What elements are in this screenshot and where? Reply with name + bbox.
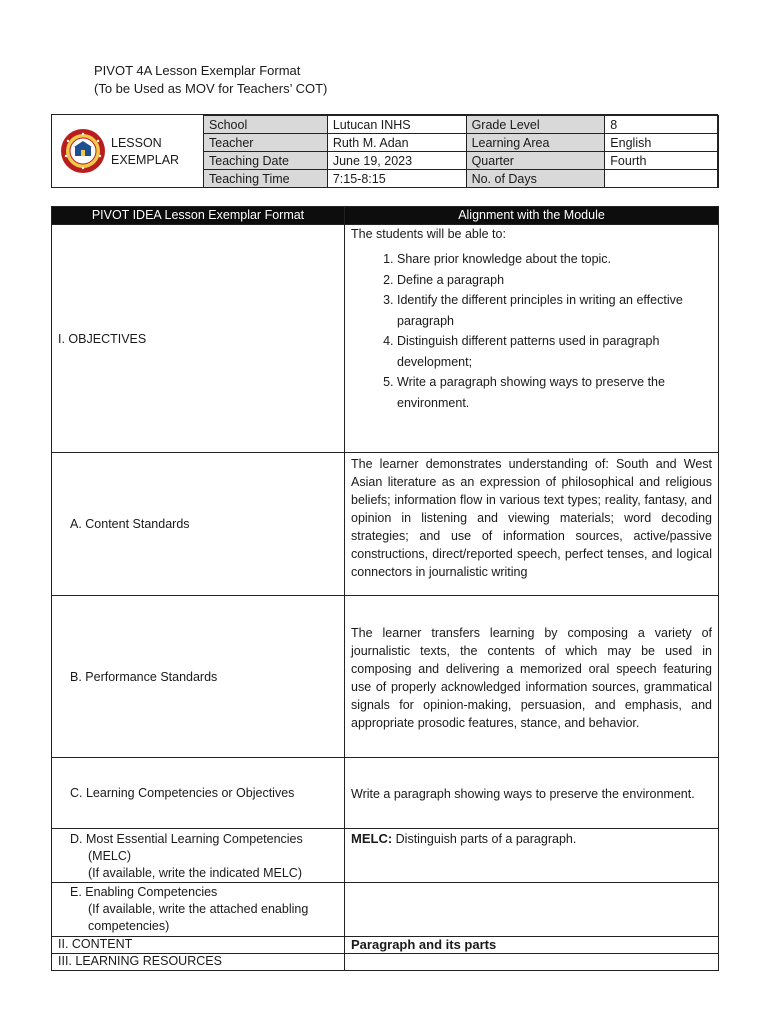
melc-content: [345, 829, 719, 883]
objectives-intro: The students will be able to:: [351, 227, 506, 241]
lesson-info-box: [51, 114, 718, 188]
info-label: Teaching Date: [204, 152, 328, 170]
melc-prefix: MELC:: [351, 831, 393, 846]
info-value-days: [605, 170, 719, 188]
info-label: Grade Level: [466, 116, 605, 134]
enabling-row: [52, 883, 719, 937]
performance-standards-label: B. Performance Standards: [52, 596, 345, 758]
list-item: 1. Share prior knowledge about the topic.: [397, 249, 712, 270]
table-header-row: [52, 207, 719, 225]
info-row-time: [204, 170, 719, 188]
list-item: 2. Define a paragraph: [397, 270, 712, 291]
info-value-date: June 19, 2023: [327, 152, 466, 170]
column-header-format: PIVOT IDEA Lesson Exemplar Format: [52, 207, 345, 225]
info-row-date: [204, 152, 719, 170]
info-label: Teacher: [204, 134, 328, 152]
resources-row: [52, 954, 719, 971]
info-row-school: [204, 116, 719, 134]
list-item: 3. Identify the different principles in writing an effective paragraph: [397, 290, 712, 331]
lesson-exemplar-table: [51, 206, 719, 971]
info-label: No. of Days: [466, 170, 605, 188]
info-value-grade: 8: [605, 116, 719, 134]
resources-label: III. LEARNING RESOURCES: [52, 954, 345, 971]
list-item: 5. Write a paragraph showing ways to preserve the environment.: [397, 372, 712, 413]
objectives-content: [345, 225, 719, 453]
info-label: Learning Area: [466, 134, 605, 152]
header-subtitle: (To be Used as MOV for Teachers’ COT): [94, 81, 328, 96]
content-row: [52, 937, 719, 954]
content-label: II. CONTENT: [52, 937, 345, 954]
info-row-teacher: [204, 134, 719, 152]
info-value-school: Lutucan INHS: [327, 116, 466, 134]
content-text: Paragraph and its parts: [345, 937, 719, 954]
enabling-label: E. Enabling Competencies (If available, write the attached enabling competencies): [52, 883, 345, 937]
content-standards-label: A. Content Standards: [52, 453, 345, 596]
info-label: School: [204, 116, 328, 134]
lesson-info-table: [203, 115, 719, 188]
document-header: [94, 62, 327, 98]
competencies-text: Write a paragraph showing ways to preserve the environment.: [345, 758, 719, 829]
objectives-row: [52, 225, 719, 453]
info-value-time: 7:15-8:15: [327, 170, 466, 188]
content-standards-text: The learner demonstrates understanding of: South and West Asian literature as an expression of philosophical and religious beliefs; information flow in various text types; reality, fantasy, and opinion in listening and viewing materials; word decoding strategies; and use of information sources, active/passive constructions, direct/reported speech, perfect tenses, and logical connectors in journalistic writing: [345, 453, 719, 596]
info-value-area: English: [605, 134, 719, 152]
info-label: Quarter: [466, 152, 605, 170]
school-seal-icon: [60, 128, 106, 174]
competencies-label: C. Learning Competencies or Objectives: [52, 758, 345, 829]
list-item: 4. Distinguish different patterns used in paragraph development;: [397, 331, 712, 372]
performance-standards-row: [52, 596, 719, 758]
info-label: Teaching Time: [204, 170, 328, 188]
melc-row: [52, 829, 719, 883]
melc-text: Distinguish parts of a paragraph.: [395, 832, 577, 846]
melc-label: D. Most Essential Learning Competencies (MELC) (If available, write the indicated MELC): [52, 829, 345, 883]
resources-content: [345, 954, 719, 971]
info-value-teacher: Ruth M. Adan: [327, 134, 466, 152]
objectives-label: I. OBJECTIVES: [52, 225, 345, 453]
lesson-exemplar-label: LESSON EXEMPLAR: [111, 136, 180, 167]
objectives-list: [351, 249, 712, 413]
header-title: PIVOT 4A Lesson Exemplar Format: [94, 63, 301, 78]
info-value-quarter: Fourth: [605, 152, 719, 170]
performance-standards-text: The learner transfers learning by composing a variety of journalistic texts, the contents of which may be used in composing and delivering a memorized oral speech featuring use of properly acknowledged information sources, grammatical signals for opinion-making, persuasion, and emphasis, and appropriate prosodic features, stance, and behavior.: [345, 596, 719, 758]
enabling-content: [345, 883, 719, 937]
content-standards-row: [52, 453, 719, 596]
column-header-alignment: Alignment with the Module: [345, 207, 719, 225]
competencies-row: [52, 758, 719, 829]
